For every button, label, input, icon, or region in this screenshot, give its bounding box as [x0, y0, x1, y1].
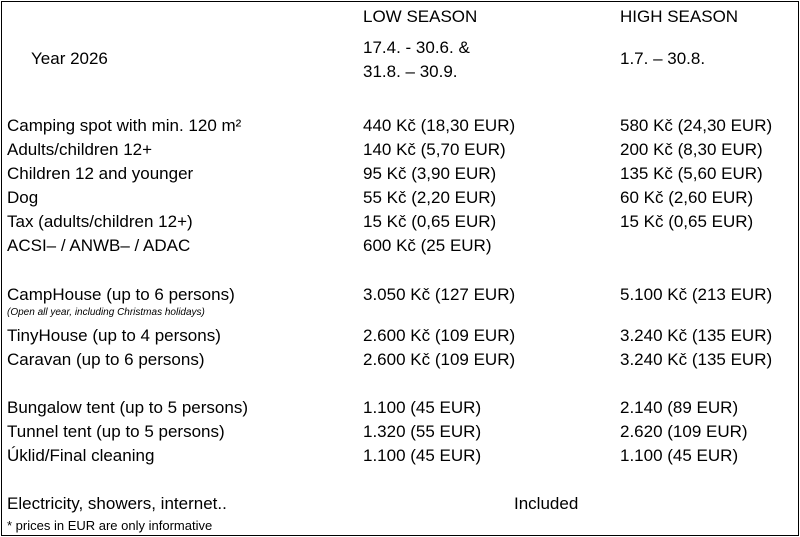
row-low-price: 2.600 Kč (109 EUR): [363, 326, 516, 345]
row-high-price: 15 Kč (0,65 EUR): [620, 212, 754, 231]
row-low-price: 1.100 (45 EUR): [363, 398, 482, 417]
row-low-price: 95 Kč (3,90 EUR): [363, 164, 497, 183]
high-season-dates: 1.7. – 30.8.: [620, 49, 706, 68]
row-label: Tax (adults/children 12+): [7, 212, 193, 231]
row-low-price: 2.600 Kč (109 EUR): [363, 350, 516, 369]
row-label: Children 12 and younger: [7, 164, 194, 183]
row-high-price: 2.620 (109 EUR): [620, 422, 748, 441]
row-low-price: 1.320 (55 EUR): [363, 422, 482, 441]
year-label: Year 2026: [31, 49, 108, 68]
row-label: Bungalow tent (up to 5 persons): [7, 398, 248, 417]
row-label: CampHouse (up to 6 persons): [7, 285, 235, 304]
low-season-dates-line2: 31.8. – 30.9.: [363, 62, 458, 81]
utilities-label: Electricity, showers, internet..: [7, 494, 227, 513]
row-label: Adults/children 12+: [7, 140, 153, 159]
row-low-price: 55 Kč (2,20 EUR): [363, 188, 497, 207]
row-low-price: 1.100 (45 EUR): [363, 446, 482, 465]
row-low-price: 440 Kč (18,30 EUR): [363, 116, 516, 135]
low-season-dates-line1: 17.4. - 30.6. &: [363, 38, 470, 57]
row-high-price: 200 Kč (8,30 EUR): [620, 140, 763, 159]
row-high-price: 60 Kč (2,60 EUR): [620, 188, 754, 207]
row-low-price: 140 Kč (5,70 EUR): [363, 140, 506, 159]
row-label: Camping spot with min. 120 m²: [7, 116, 242, 135]
row-high-price: 1.100 (45 EUR): [620, 446, 739, 465]
row-high-price: 2.140 (89 EUR): [620, 398, 739, 417]
row-low-price: 15 Kč (0,65 EUR): [363, 212, 497, 231]
low-season-header: LOW SEASON: [363, 7, 478, 26]
row-low-price: 3.050 Kč (127 EUR): [363, 285, 516, 304]
camphouse-note: (Open all year, including Christmas holidays): [7, 307, 205, 318]
row-label: Caravan (up to 6 persons): [7, 350, 205, 369]
row-label: ACSI– / ANWB– / ADAC: [7, 236, 191, 255]
footnote: * prices in EUR are only informative: [7, 518, 213, 533]
row-high-price: 580 Kč (24,30 EUR): [620, 116, 773, 135]
utilities-value: Included: [514, 494, 579, 513]
row-high-price: 3.240 Kč (135 EUR): [620, 350, 773, 369]
row-label: TinyHouse (up to 4 persons): [7, 326, 221, 345]
row-high-price: 5.100 Kč (213 EUR): [620, 285, 773, 304]
row-low-price: 600 Kč (25 EUR): [363, 236, 492, 255]
row-label: Tunnel tent (up to 5 persons): [7, 422, 225, 441]
row-high-price: 3.240 Kč (135 EUR): [620, 326, 773, 345]
high-season-header: HIGH SEASON: [620, 7, 739, 26]
row-label: Úklid/Final cleaning: [7, 446, 155, 465]
row-label: Dog: [7, 188, 39, 207]
row-high-price: 135 Kč (5,60 EUR): [620, 164, 763, 183]
